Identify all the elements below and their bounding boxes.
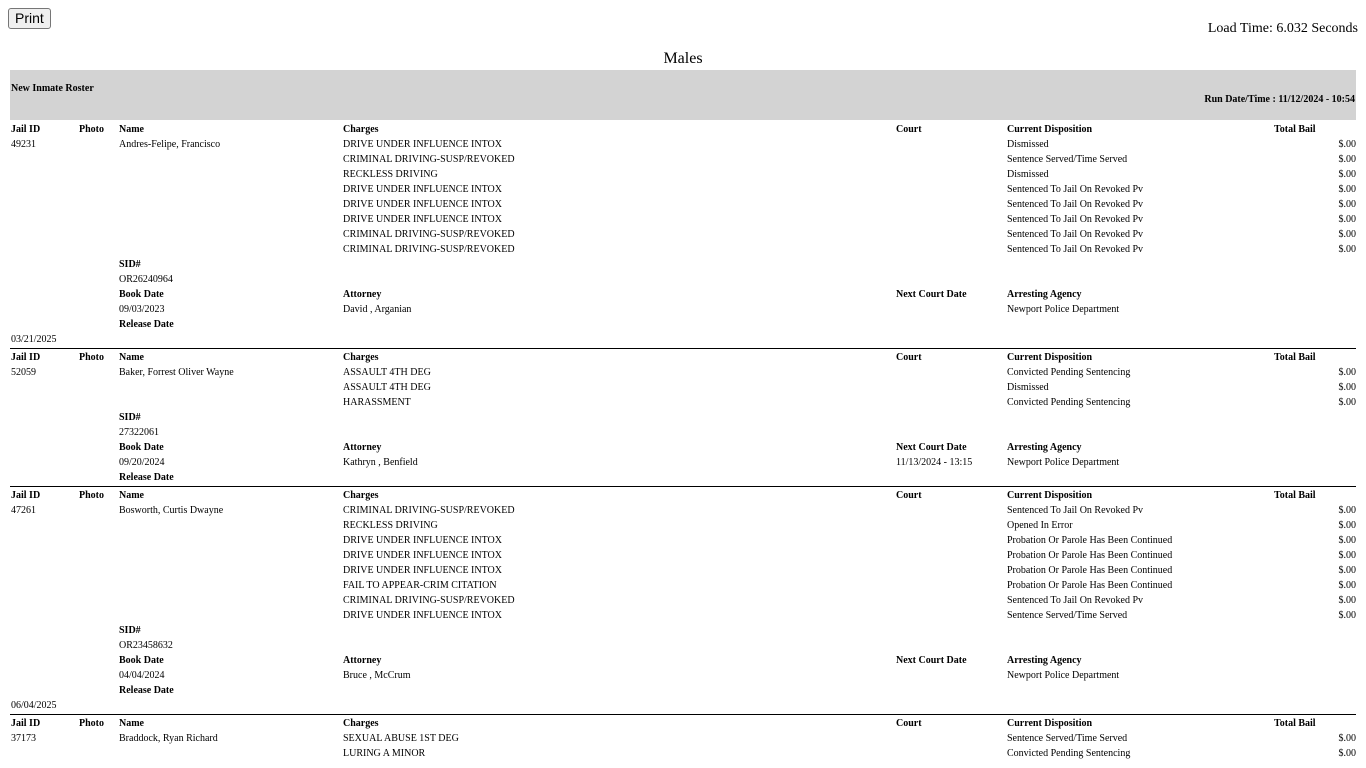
bail-amount: $.00 [1338,139,1356,150]
charges-header: Charges [343,718,379,729]
court-header: Court [896,718,922,729]
name-header: Name [119,124,144,135]
bail-amount: $.00 [1338,367,1356,378]
release-label-row [0,470,1366,485]
charge-text: DRIVE UNDER INFLUENCE INTOX [343,550,502,561]
bail-amount: $.00 [1338,214,1356,225]
charge-row [0,212,1366,227]
load-time: Load Time: 6.032 Seconds [1207,21,1358,36]
court-header: Court [896,490,922,501]
record-divider [10,348,1356,349]
disposition-text: Dismissed [1007,169,1049,180]
disposition-text: Convicted Pending Sentencing [1007,367,1131,378]
bail-amount: $.00 [1338,397,1356,408]
charge-row [0,518,1366,533]
book-header-row [0,440,1366,455]
roster-title: New Inmate Roster [11,83,94,94]
run-date: Run Date/Time : 11/12/2024 - 10:54 [1204,94,1355,105]
disposition-text: Sentenced To Jail On Revoked Pv [1007,229,1144,240]
bail-amount: $.00 [1338,535,1356,546]
bail-amount: $.00 [1338,565,1356,576]
book-value-row [0,455,1366,470]
photo-header: Photo [79,352,104,363]
charges-header: Charges [343,124,379,135]
photo-header: Photo [79,718,104,729]
bail-amount: $.00 [1338,184,1356,195]
disposition-text: Sentenced To Jail On Revoked Pv [1007,244,1144,255]
release-date-value: 06/04/2025 [11,700,57,711]
charge-text: CRIMINAL DRIVING-SUSP/REVOKED [343,595,515,606]
book-value-row [0,302,1366,317]
book-value-row [0,668,1366,683]
arresting-agency-value: Newport Police Department [1007,670,1120,681]
disposition-text: Sentenced To Jail On Revoked Pv [1007,199,1144,210]
bail-amount: $.00 [1338,154,1356,165]
court-header: Court [896,124,922,135]
record-divider [10,486,1356,487]
court-header: Court [896,352,922,363]
jail-id-header: Jail ID [11,124,41,135]
jail-id: 47261 [11,505,36,516]
disposition-text: Probation Or Parole Has Been Continued [1007,535,1173,546]
charge-row [0,563,1366,578]
sid-value: 27322061 [119,427,159,438]
charge-text: DRIVE UNDER INFLUENCE INTOX [343,535,502,546]
bail-amount: $.00 [1338,595,1356,606]
release-date-label: Release Date [119,685,174,696]
photo-header: Photo [79,490,104,501]
total-bail-header: Total Bail [1274,490,1316,501]
total-bail-header: Total Bail [1274,718,1316,729]
next-court-date-label: Next Court Date [896,655,967,666]
charge-row [0,380,1366,395]
charge-row [0,182,1366,197]
bail-amount: $.00 [1338,244,1356,255]
jail-id: 52059 [11,367,36,378]
book-date-label: Book Date [119,289,164,300]
sid-value-row [0,638,1366,653]
book-header-row [0,653,1366,668]
charges-header: Charges [343,490,379,501]
charge-text: CRIMINAL DRIVING-SUSP/REVOKED [343,505,515,516]
bail-amount: $.00 [1338,610,1356,621]
attorney-label: Attorney [343,289,382,300]
record-header-row [0,122,1366,137]
charge-row [0,395,1366,410]
sid-label-row [0,257,1366,272]
sid-label-row [0,410,1366,425]
disposition-text: Probation Or Parole Has Been Continued [1007,565,1173,576]
charge-text: DRIVE UNDER INFLUENCE INTOX [343,139,502,150]
jail-id: 37173 [11,733,36,744]
charge-text: FAIL TO APPEAR-CRIM CITATION [343,580,497,591]
charge-row [0,167,1366,182]
disposition-text: Sentenced To Jail On Revoked Pv [1007,214,1144,225]
bail-amount: $.00 [1338,199,1356,210]
print-button[interactable]: Print [8,8,51,29]
record-header-row [0,716,1366,731]
arresting-agency-label: Arresting Agency [1007,655,1082,666]
attorney-value: Bruce , McCrum [343,670,411,681]
charge-row [0,365,1366,380]
charge-text: RECKLESS DRIVING [343,520,438,531]
bail-amount: $.00 [1338,520,1356,531]
bail-amount: $.00 [1338,169,1356,180]
next-court-date-value: 11/13/2024 - 13:15 [896,457,973,468]
inmate-record [0,716,1366,761]
charge-row [0,242,1366,257]
disposition-text: Sentenced To Jail On Revoked Pv [1007,595,1144,606]
arresting-agency-value: Newport Police Department [1007,304,1120,315]
record-header-row [0,350,1366,365]
inmate-record [0,488,1366,713]
sid-value: OR23458632 [119,640,173,651]
disposition-text: Sentenced To Jail On Revoked Pv [1007,184,1144,195]
disposition-text: Opened In Error [1007,520,1073,531]
disposition-text: Sentence Served/Time Served [1007,154,1128,165]
disposition-text: Sentenced To Jail On Revoked Pv [1007,505,1144,516]
charge-row [0,731,1366,746]
disposition-text: Probation Or Parole Has Been Continued [1007,580,1173,591]
charge-row [0,227,1366,242]
sid-value-row [0,425,1366,440]
jail-id-header: Jail ID [11,490,41,501]
release-label-row [0,317,1366,332]
inmate-record [0,350,1366,485]
charge-text: DRIVE UNDER INFLUENCE INTOX [343,214,502,225]
charge-text: LURING A MINOR [343,748,426,759]
bail-amount: $.00 [1338,382,1356,393]
bail-amount: $.00 [1338,229,1356,240]
next-court-date-label: Next Court Date [896,289,967,300]
inmate-name: Andres-Felipe, Francisco [119,139,221,150]
disposition-header: Current Disposition [1007,352,1093,363]
attorney-value: David , Arganian [343,304,412,315]
release-date-label: Release Date [119,472,174,483]
sid-label-row [0,623,1366,638]
jail-id-header: Jail ID [11,352,41,363]
bail-amount: $.00 [1338,505,1356,516]
release-date-value: 03/21/2025 [11,334,57,345]
charge-row [0,608,1366,623]
book-date-label: Book Date [119,655,164,666]
disposition-text: Dismissed [1007,139,1049,150]
photo-header: Photo [79,124,104,135]
total-bail-header: Total Bail [1274,352,1316,363]
attorney-label: Attorney [343,442,382,453]
charge-text: HARASSMENT [343,397,411,408]
book-date-value: 09/20/2024 [119,457,165,468]
jail-id-header: Jail ID [11,718,41,729]
charge-text: SEXUAL ABUSE 1ST DEG [343,733,459,744]
inmate-record [0,122,1366,347]
total-bail-header: Total Bail [1274,124,1316,135]
charge-text: DRIVE UNDER INFLUENCE INTOX [343,184,502,195]
charge-text: ASSAULT 4TH DEG [343,382,431,393]
bail-amount: $.00 [1338,748,1356,759]
release-value-row [0,698,1366,713]
book-date-value: 04/04/2024 [119,670,165,681]
inmate-name: Bosworth, Curtis Dwayne [119,505,224,516]
release-value-row [0,332,1366,347]
charge-row [0,593,1366,608]
arresting-agency-value: Newport Police Department [1007,457,1120,468]
disposition-header: Current Disposition [1007,124,1093,135]
release-date-label: Release Date [119,319,174,330]
charge-row [0,578,1366,593]
name-header: Name [119,352,144,363]
roster-header [10,70,1356,120]
disposition-text: Convicted Pending Sentencing [1007,748,1131,759]
charge-row [0,503,1366,518]
record-divider [10,714,1356,715]
disposition-header: Current Disposition [1007,490,1093,501]
inmate-name: Baker, Forrest Oliver Wayne [119,367,234,378]
attorney-value: Kathryn , Benfield [343,457,418,468]
disposition-text: Convicted Pending Sentencing [1007,397,1131,408]
disposition-text: Sentence Served/Time Served [1007,610,1128,621]
sid-label: SID# [119,259,141,270]
book-header-row [0,287,1366,302]
sid-value-row [0,272,1366,287]
charge-row [0,197,1366,212]
disposition-header: Current Disposition [1007,718,1093,729]
charges-header: Charges [343,352,379,363]
charge-row [0,533,1366,548]
inmate-name: Braddock, Ryan Richard [119,733,218,744]
charge-row [0,746,1366,761]
disposition-text: Probation Or Parole Has Been Continued [1007,550,1173,561]
arresting-agency-label: Arresting Agency [1007,289,1082,300]
charge-text: RECKLESS DRIVING [343,169,438,180]
charge-text: DRIVE UNDER INFLUENCE INTOX [343,610,502,621]
charge-row [0,152,1366,167]
bail-amount: $.00 [1338,733,1356,744]
sid-label: SID# [119,625,141,636]
arresting-agency-label: Arresting Agency [1007,442,1082,453]
next-court-date-label: Next Court Date [896,442,967,453]
charge-row [0,548,1366,563]
disposition-text: Dismissed [1007,382,1049,393]
record-header-row [0,488,1366,503]
release-label-row [0,683,1366,698]
jail-id: 49231 [11,139,36,150]
charge-row [0,137,1366,152]
charge-text: CRIMINAL DRIVING-SUSP/REVOKED [343,154,515,165]
charge-text: DRIVE UNDER INFLUENCE INTOX [343,199,502,210]
attorney-label: Attorney [343,655,382,666]
sid-label: SID# [119,412,141,423]
charge-text: CRIMINAL DRIVING-SUSP/REVOKED [343,244,515,255]
name-header: Name [119,718,144,729]
charge-text: ASSAULT 4TH DEG [343,367,431,378]
sid-value: OR26240964 [119,274,173,285]
section-title: Males [663,50,703,67]
name-header: Name [119,490,144,501]
charge-text: CRIMINAL DRIVING-SUSP/REVOKED [343,229,515,240]
book-date-label: Book Date [119,442,164,453]
bail-amount: $.00 [1338,550,1356,561]
charge-text: DRIVE UNDER INFLUENCE INTOX [343,565,502,576]
bail-amount: $.00 [1338,580,1356,591]
book-date-value: 09/03/2023 [119,304,165,315]
disposition-text: Sentence Served/Time Served [1007,733,1128,744]
